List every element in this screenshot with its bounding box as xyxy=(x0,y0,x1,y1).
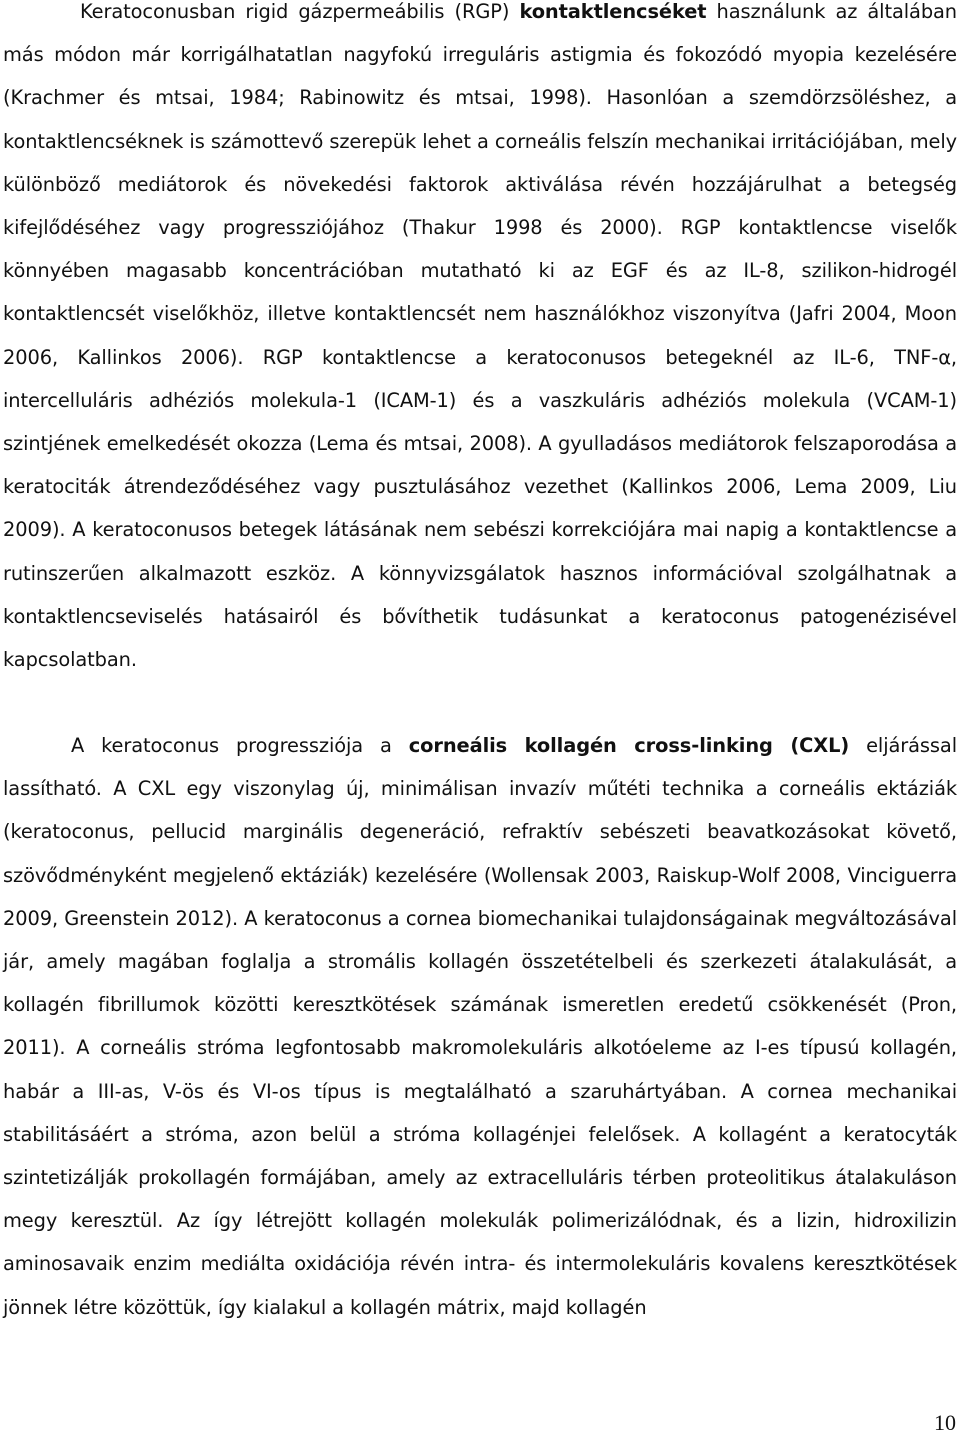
bold-term-kontaktlencseket: kontaktlencséket xyxy=(519,0,707,23)
document-page xyxy=(3,0,957,1319)
bold-term-cxl: corneális kollagén cross-linking (CXL) xyxy=(408,734,850,757)
paragraph-contact-lenses xyxy=(3,0,957,681)
text-segment: eljárással lassítható. A CXL egy viszonylag új, minimálisan invazív műtéti technika a corneális ektáziák (keratoconus, pellucid marginális degeneráció, refraktív sebészeti beavatkozásokat követő, szövődményként megjelenő ektáziák) kezelésére (Wollensak 2003, Raiskup-Wolf 2008, Vinciguerra 2009, Greenstein 2012). A keratoconus a cornea biomechanikai tulajdonságainak megváltozásával jár, amely magában foglalja a stromális kollagén összetételbeli és szerkezeti átalakulását, a kollagén fibrillumok közötti keresztkötések számának ismeretlen eredetű csökkenését (Pron, 2011). A corneális stróma legfontosabb makromolekuláris alkotóeleme az I-es típusú kollagén, habár a III-as, V-ös és VI-os típus is megtalálható a szaruhártyában. A cornea mechanikai stabilitásáért a stróma, azon belül a stróma kollagénjei felelősek. A kollagént a keratocyták szintetizálják prokollagén formájában, amely az extracelluláris térben proteolitikus átalakuláson megy keresztül. Az így létrejött kollagén molekulák polimerizálódnak, és a lizin, hidroxilizin aminosavaik enzim mediálta oxidációja révén intra- és intermolekuláris kovalens keresztkötések jönnek létre közöttük, így kialakul a kollagén mátrix, majd kollagén xyxy=(3,734,957,1319)
paragraph-cross-linking xyxy=(3,724,957,1329)
text-segment: A keratoconus progressziója a xyxy=(71,734,409,757)
page-number: 10 xyxy=(934,1410,956,1435)
text-segment: Keratoconusban rigid gázpermeábilis (RGP) xyxy=(80,0,520,23)
text-segment: használunk az általában más módon már korrigálhatatlan nagyfokú irreguláris astigmia és fokozódó myopia kezelésére (Krachmer és mtsai, 1984; Rabinowitz és mtsai, 1998). Hasonlóan a szemdörzsöléshez, a kontaktlencséknek is számottevő szerepük lehet a corneális felszín mechanikai irritációjában, mely különböző mediátorok és növekedési faktorok aktiválása révén hozzájárulhat a betegség kifejlődéséhez vagy progressziójához (Thakur 1998 és 2000). RGP kontaktlencse viselők könnyében magasabb koncentrációban mutatható ki az EGF és az IL-8, szilikon-hidrogél kontaktlencsét viselőkhöz, illetve kontaktlencsét nem használókhoz viszonyítva (Jafri 2004, Moon 2006, Kallinkos 2006). RGP kontaktlencse a keratoconusos betegeknél az IL-6, TNF-α, intercelluláris adhéziós molekula-1 (ICAM-1) és a vaszkuláris adhéziós molekula (VCAM-1) szintjének emelkedését okozza (Lema és mtsai, 2008). A gyulladásos mediátorok felszaporodása a keratociták átrendeződéséhez vagy pusztulásához vezethet (Kallinkos 2006, Lema 2009, Liu 2009). A keratoconusos betegek látásának nem sebészi korrekciójára mai napig a kontaktlencse a rutinszerűen alkalmazott eszköz. A könnyvizsgálatok hasznos információval szolgálhatnak a kontaktlencseviselés hatásairól és bővíthetik tudásunkat a keratoconus patogenézisével kapcsolatban. xyxy=(3,0,957,672)
